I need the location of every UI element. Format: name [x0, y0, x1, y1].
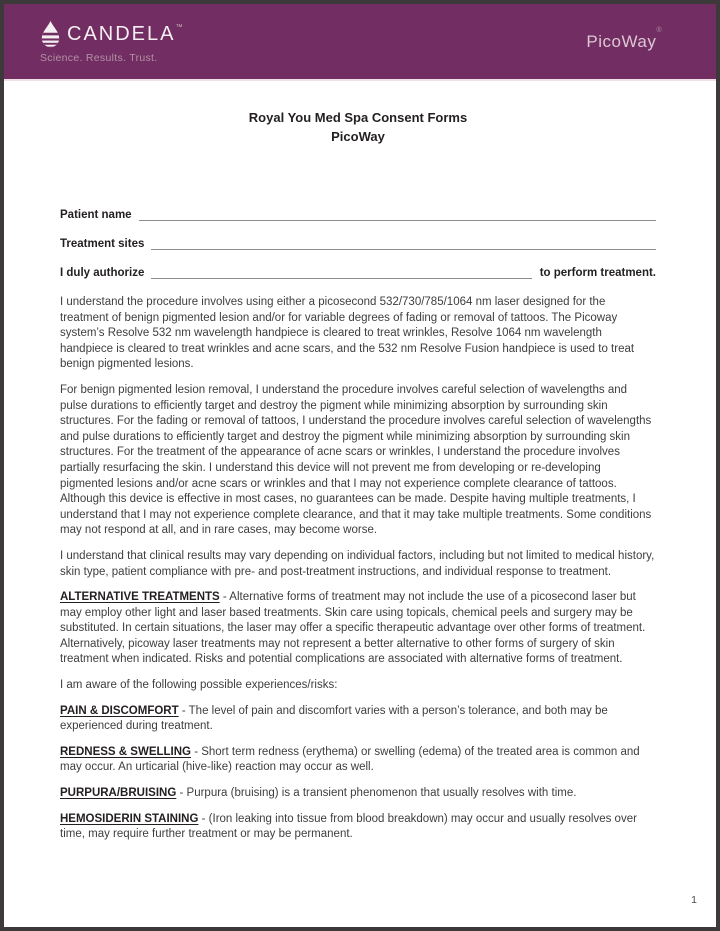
redness-swelling-heading: REDNESS & SWELLING	[60, 745, 191, 758]
purpura-bruising-text: - Purpura (bruising) is a transient phenomenon that usually resolves with time.	[179, 787, 577, 800]
treatment-sites-label: Treatment sites	[60, 238, 145, 250]
section-hemosiderin-staining	[60, 812, 656, 843]
document-body	[4, 81, 716, 843]
purpura-bruising-heading: PURPURA/BRUISING	[60, 787, 177, 800]
pain-discomfort-text: - The level of pain and discomfort varies with a person’s tolerance, and both may be experienced during treatment.	[60, 704, 608, 733]
aware-line: I am aware of the following possible experiences/risks:	[60, 679, 338, 692]
page-number: 1	[691, 894, 697, 906]
alternative-treatments-heading: ALTERNATIVE TREATMENTS	[60, 591, 220, 604]
brand-tagline: Science. Results. Trust.	[40, 51, 158, 64]
section-purpura-bruising	[60, 786, 656, 802]
form-title-line2: PicoWay	[331, 129, 385, 144]
candela-drop-icon	[40, 20, 61, 49]
brand-trademark: ™	[175, 24, 185, 31]
brand-name: CANDELA™	[67, 23, 185, 45]
treatment-sites-blank-line	[151, 234, 656, 250]
alternative-treatments-text: - Alternative forms of treatment may not include the use of a picosecond laser but may employ other light and laser based treatments. Skin care using topicals, chemical peels and surgery may be substituted. In certain situations, the laser may offer a specific therapeutic advantage over other forms of treatment. Alternatively, picoway laser treatments may not represent a better alternative to other forms of surgery of skin treatment when indicated. Risks and potential complications are associated with alternative forms of treatment.	[60, 591, 646, 666]
authorize-suffix: to perform treatment.	[539, 267, 656, 279]
patient-name-blank-line	[139, 205, 656, 221]
hemosiderin-staining-heading: HEMOSIDERIN STAINING	[60, 812, 199, 825]
pain-discomfort-heading: PAIN & DISCOMFORT	[60, 704, 179, 717]
section-pain-discomfort	[60, 704, 656, 735]
consent-paragraphs	[60, 295, 656, 843]
authorize-label: I duly authorize	[60, 267, 145, 279]
paragraph-procedure-overview: I understand the procedure involves using either a picosecond 532/730/785/1064 nm laser designed for the treatment of benign pigmented lesion and/or for variable degrees of fading or removal of tattoos. The Picoway system’s Resolve 532 nm wavelength handpiece is cleared to treat wrinkles, Resolve 1064 nm wavelength handpiece is cleared to treat wrinkles and acne scars, and the 532 nm Resolve Fusion handpiece is used to treat benign pigmented lesions.	[60, 296, 635, 371]
form-title	[60, 108, 656, 146]
paragraph-clinical-results: I understand that clinical results may vary depending on individual factors, including but not limited to medical history, skin type, patient compliance with pre- and post-treatment instructions, and individual response to treatment.	[60, 549, 655, 578]
candela-brand-block	[40, 20, 184, 64]
section-alternative-treatments	[60, 590, 656, 668]
product-trademark: ®	[656, 26, 662, 34]
paragraph-lesion-tattoo-details: For benign pigmented lesion removal, I understand the procedure involves careful selection of wavelengths and pulse durations to efficiently target and destroy the pigment while minimizing absorption by surrounding skin structures. For the fading or removal of tattoos, I understand the procedure involves careful selection of wavelengths and pulse durations to efficiently target and destroy the pigment while minimizing absorption by surrounding skin structures. For the treatment of the appearance of acne scars or wrinkles, I understand the procedure involves partially resurfacing the skin. I understand this device will not prevent me from developing or re-developing pigmented lesions and/or acne scars or wrinkles and that I may not experience complete clearance of tattoos. Although this device is effective in most cases, no guarantees can be made. Despite having multiple treatments, I understand that I may not experience complete clearance, and that it may take multiple treatments. Some conditions may not respond at all, and in rare cases, may become worse.	[60, 383, 652, 537]
treatment-sites-field	[60, 233, 656, 250]
hemosiderin-staining-text: - (Iron leaking into tissue from blood breakdown) may occur and usually resolves over time, may require further treatment or may be permanent.	[60, 812, 637, 841]
form-title-line1: Royal You Med Spa Consent Forms	[248, 110, 468, 125]
patient-name-field	[60, 204, 656, 221]
product-logo: PicoWay®	[586, 26, 662, 51]
redness-swelling-text: - Short term redness (erythema) or swelling (edema) of the treated area is common and may occur. An urticarial (hive-like) reaction may occur as well.	[60, 745, 640, 774]
section-redness-swelling	[60, 745, 656, 776]
patient-name-label: Patient name	[60, 209, 132, 221]
brand-banner	[4, 4, 716, 81]
authorize-blank-line	[151, 263, 531, 279]
authorize-field	[60, 262, 656, 279]
fill-in-fields	[60, 204, 656, 279]
